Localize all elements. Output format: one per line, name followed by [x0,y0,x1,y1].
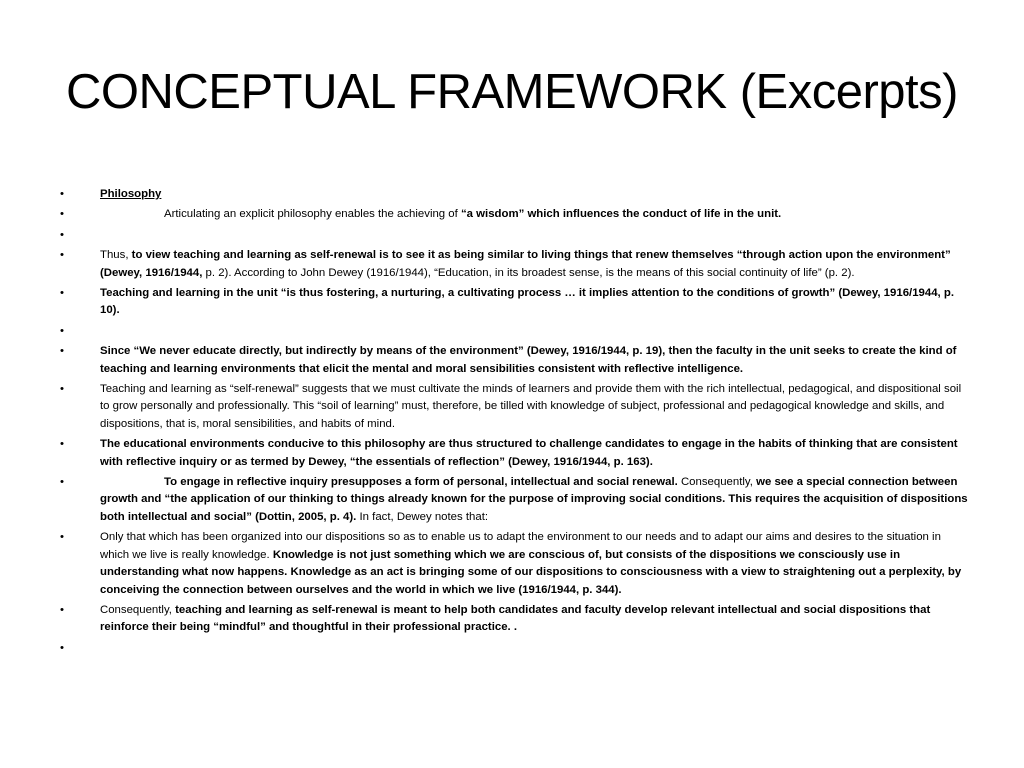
text-segment: Consequently, [100,603,176,616]
bullet-item [60,285,968,320]
bullet-item [60,186,968,203]
bullet-icon: • [60,641,64,654]
bullet-icon: • [60,531,64,544]
bullet-text [100,531,961,595]
text-segment: Articulating an explicit philosophy enables the achieving of [164,208,461,221]
text-segment: “a wisdom” which influences the conduct of life in the unit. [460,208,782,221]
bullet-text [100,287,954,316]
bullet-icon: • [60,324,64,337]
text-segment: Teaching and learning as “self-renewal” suggests that we must cultivate the minds of learners and provide them with the rich intellectual, pedagogical, and dispositional soil to grow personally and professionally. This “soil of learning” must, therefore, be tilled with knowledge of subject, professional and pedagogical knowledge and skills, and dispositions, that is, moral sensibilities, and habits of mind. [100,383,962,430]
bullet-text [100,249,951,278]
text-segment: Knowledge is not just something which we are conscious of, but consists of the dispositions we consciously use in understanding what now happens. Knowledge as an act is bringing some of our dispositions to consciousness with a view to straightening out a perplexity, by conceiving the connection between ourselves and the world in which we live (1916/1944, p. 344). [100,548,962,596]
bullet-text [100,188,161,200]
text-segment: Only that which has been organized into our dispositions so as to enable us to adapt the environment to our needs and to adapt our aims and desires to the situation in which we live is really knowledge. [100,531,941,561]
bullet-text [100,383,961,430]
bullet-text [100,476,968,523]
bullet-icon: • [60,345,64,358]
bullet-text [100,208,781,220]
text-segment: Consequently, [677,476,757,489]
bullet-item [60,323,968,340]
bullet-item [60,436,968,471]
bullet-icon: • [60,287,64,300]
bullet-item [60,343,968,378]
text-segment: Philosophy [100,188,162,200]
bullet-item [60,602,968,637]
text-segment: we see a special connection between growth and “the application of our thinking to things already known for the purpose of improving social conditions. This requires the acquisition of dispositions both intellectual and social” (Dottin, 2005, p. 4). [100,476,968,523]
bullet-icon: • [60,228,64,241]
text-segment: To engage in reflective inquiry presupposes a form of personal, intellectual and social renewal. [164,476,678,489]
text-segment: Teaching and learning in the unit “is thus fostering, a nurturing, a cultivating process … it implies attention to the conditions of growth” (Dewey, 1916/1944, p. 10). [100,287,954,317]
bullet-list [60,186,968,660]
text-segment: Thus, [100,249,132,262]
text-segment: to view teaching and learning as self-renewal is to see it as being similar to living things that renew themselves “through action upon the environment” (Dewey, 1916/1944, [100,249,951,279]
bullet-item [60,206,968,223]
bullet-item [60,640,968,657]
bullet-item [60,247,968,282]
bullet-item [60,529,968,599]
text-segment: In fact, Dewey notes that: [356,510,489,523]
bullet-text [100,345,956,374]
text-segment: teaching and learning as self-renewal is meant to help both candidates and faculty develop relevant intellectual and social dispositions that reinforce their being “mindful” and thoughtful in their professional practice. . [100,603,931,634]
bullet-text [100,438,958,467]
text-segment: Since “We never educate directly, but indirectly by means of the environment” (Dewey, 1916/1944, p. 19), then the faculty in the unit seeks to create the kind of teaching and learning environments that elicit the mental and moral sensibilities consistent with reflective intelligence. [100,345,957,375]
bullet-icon: • [60,383,64,396]
bullet-icon: • [60,438,64,451]
bullet-icon: • [60,208,64,221]
slide-title: CONCEPTUAL FRAMEWORK (Excerpts) [66,65,958,119]
bullet-icon: • [60,476,64,489]
bullet-text [100,604,930,633]
text-segment: p. 2). According to John Dewey (1916/1944), “Education, in its broadest sense, is the means of this social continuity of life” (p. 2). [202,266,855,279]
bullet-item [60,474,968,526]
bullet-icon: • [60,603,64,616]
text-segment: The educational environments conducive to this philosophy are thus structured to challenge candidates to engage in the habits of thinking that are consistent with reflective inquiry or as termed by Dewey, “the essentials of reflection” (Dewey, 1916/1944, p. 163). [100,438,958,468]
bullet-icon: • [60,188,64,200]
bullet-item [60,227,968,244]
bullet-icon: • [60,249,64,262]
bullet-item [60,381,968,433]
